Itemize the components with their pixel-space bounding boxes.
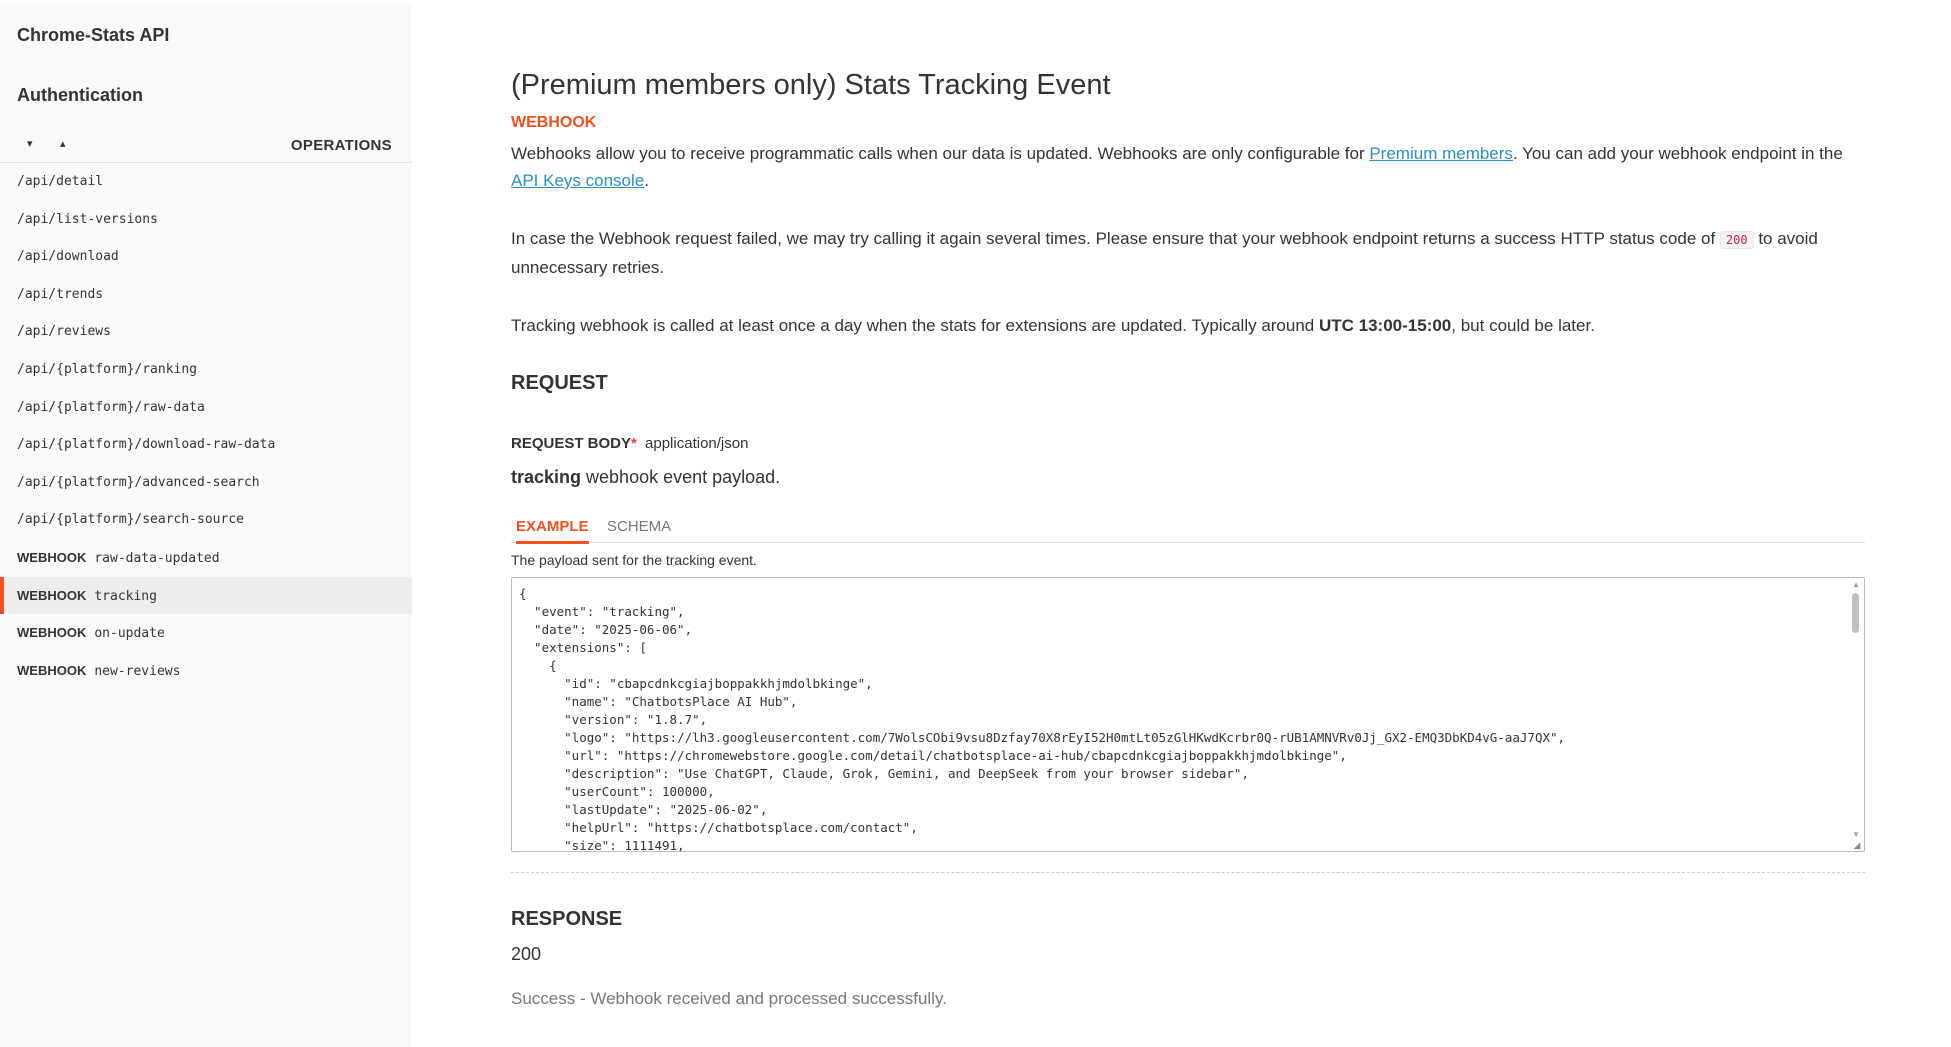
payload-event-name: tracking	[511, 467, 582, 487]
webhook-tag: WEBHOOK	[17, 587, 87, 603]
scroll-up-arrow-icon[interactable]: ▲	[1852, 580, 1860, 589]
payload-text: webhook event payload.	[581, 467, 781, 487]
scroll-down-arrow-icon[interactable]: ▼	[1852, 830, 1860, 839]
page-title: (Premium members only) Stats Tracking Event	[511, 69, 1111, 101]
schedule-text-2: , but could be later.	[1451, 316, 1595, 335]
code-line: "extensions": [	[519, 640, 647, 655]
code-scrollbar[interactable]	[1847, 578, 1864, 851]
api-keys-console-link[interactable]: API Keys console	[511, 171, 645, 190]
code-line: {	[519, 586, 527, 601]
intro-text-2: . You can add your webhook endpoint in the	[1512, 144, 1843, 163]
scroll-thumb[interactable]	[1852, 593, 1859, 633]
tab-example[interactable]: EXAMPLE	[516, 518, 589, 544]
collapse-all-icon[interactable]: ▾	[27, 138, 33, 150]
sidebar-item-api-platform-raw-data[interactable]	[0, 389, 412, 427]
intro-paragraph	[511, 140, 1866, 194]
sidebar-item-path: /api/reviews	[17, 324, 111, 340]
code-line: "date": "2025-06-06",	[519, 622, 693, 637]
required-marker: *	[631, 435, 637, 452]
sidebar-item-api-platform-download-raw-data[interactable]	[0, 426, 412, 464]
code-line: "helpUrl": "https://chatbotsplace.com/contact",	[519, 820, 918, 835]
resize-handle-icon[interactable]: ◢	[1853, 840, 1861, 850]
request-body-label: REQUEST BODY	[511, 435, 632, 452]
sidebar-item-api-trends[interactable]	[0, 276, 412, 314]
sidebar-item-api-list-versions[interactable]	[0, 201, 412, 239]
example-schema-tabs	[511, 513, 1865, 543]
sidebar-item-path: tracking	[94, 588, 157, 604]
sidebar-item-api-reviews[interactable]	[0, 313, 412, 351]
schedule-text-1: Tracking webhook is called at least once a day when the stats for extensions are updated. Typically around	[511, 316, 1319, 335]
code-line: "logo": "https://lh3.googleusercontent.com/7WolsCObi9vsu8Dzfay70X8rEyI52H0mtLt05zGlHKwdKcrbr0Q-rUB1AMNVRv0Jj_GX2-EMQ3DbKD4vG-aaJ7QX",	[519, 730, 1566, 745]
expand-all-icon[interactable]: ▴	[60, 138, 66, 150]
sidebar-item-path: /api/{platform}/ranking	[17, 361, 198, 377]
response-description: Success - Webhook received and processed successfully.	[511, 989, 947, 1008]
schedule-paragraph	[511, 312, 1866, 339]
schedule-time: UTC 13:00-15:00	[1318, 316, 1452, 335]
sidebar-item-raw-data-updated[interactable]	[0, 539, 412, 577]
sidebar	[0, 0, 412, 1047]
response-status-code: 200	[511, 944, 542, 964]
webhook-tag: WEBHOOK	[17, 625, 87, 641]
sidebar-item-path: raw-data-updated	[94, 550, 220, 566]
sidebar-item-path: /api/trends	[17, 286, 104, 302]
section-divider	[511, 872, 1865, 873]
code-line: "size": 1111491,	[519, 838, 685, 852]
retry-text-1: In case the Webhook request failed, we may try calling it again several times. Please ensure that your webhook endpoint returns a success HTTP status code of	[511, 229, 1720, 248]
retry-text-2: to avoid unnecessary retries.	[511, 229, 1818, 277]
request-section-title: REQUEST	[511, 372, 608, 394]
sidebar-item-authentication[interactable]: Authentication	[17, 85, 143, 105]
sidebar-item-new-reviews[interactable]	[0, 652, 412, 690]
sidebar-item-path: /api/{platform}/download-raw-data	[17, 437, 276, 453]
payload-description	[511, 465, 1866, 489]
intro-text-3: .	[644, 171, 649, 190]
code-line: "userCount": 100000,	[519, 784, 715, 799]
code-line: {	[519, 658, 557, 673]
example-code-textarea[interactable]	[511, 577, 1865, 852]
code-line: "id": "cbapcdnkcgiajboppakkhjmdolbkinge",	[519, 676, 873, 691]
sidebar-item-path: /api/{platform}/advanced-search	[17, 474, 260, 490]
example-code-content[interactable]	[519, 585, 1844, 852]
mime-type: application/json	[645, 435, 749, 452]
sidebar-item-path: /api/{platform}/raw-data	[17, 399, 205, 415]
operations-header	[0, 131, 412, 163]
sidebar-item-api-platform-ranking[interactable]	[0, 351, 412, 389]
code-line: "url": "https://chromewebstore.google.com/detail/chatbotsplace-ai-hub/cbapcdnkcgiajboppakkhjmdolbkinge",	[519, 748, 1347, 763]
sidebar-item-tracking[interactable]	[0, 577, 412, 615]
tab-schema[interactable]: SCHEMA	[607, 518, 672, 535]
status-code-inline: 200	[1720, 231, 1754, 249]
code-line: "version": "1.8.7",	[519, 712, 708, 727]
code-line: "lastUpdate": "2025-06-02",	[519, 802, 768, 817]
webhook-badge: WEBHOOK	[511, 114, 597, 131]
premium-members-link[interactable]: Premium members	[1369, 144, 1513, 163]
retry-paragraph	[511, 225, 1866, 281]
sidebar-item-path: on-update	[94, 626, 165, 642]
webhook-tag: WEBHOOK	[17, 549, 87, 565]
sidebar-title[interactable]: Chrome-Stats API	[17, 25, 170, 45]
sidebar-item-path: /api/download	[17, 249, 119, 265]
sidebar-item-path: /api/detail	[17, 174, 104, 189]
request-body-header	[511, 433, 1866, 455]
sidebar-item-on-update[interactable]	[0, 614, 412, 652]
code-line: "description": "Use ChatGPT, Claude, Grok, Gemini, and DeepSeek from your browser sidebar",	[519, 766, 1249, 781]
code-line: "name": "ChatbotsPlace AI Hub",	[519, 694, 798, 709]
sidebar-item-api-platform-advanced-search[interactable]	[0, 464, 412, 502]
sidebar-item-api-download[interactable]	[0, 238, 412, 276]
main-content	[412, 0, 1951, 1047]
response-section-title: RESPONSE	[511, 908, 623, 930]
sidebar-item-path: /api/{platform}/search-source	[17, 512, 244, 528]
sidebar-item-path: /api/list-versions	[17, 211, 158, 227]
sidebar-item-api-detail[interactable]	[0, 163, 412, 201]
sidebar-item-api-platform-search-source[interactable]	[0, 501, 412, 539]
example-description: The payload sent for the tracking event.	[511, 552, 757, 568]
operations-label: OPERATIONS	[290, 137, 392, 154]
intro-text-1: Webhooks allow you to receive programmatic calls when our data is updated. Webhooks are only configurable for	[511, 144, 1370, 163]
sidebar-item-path: new-reviews	[94, 663, 181, 679]
operations-list	[0, 163, 412, 689]
code-line: "event": "tracking",	[519, 604, 685, 619]
webhook-tag: WEBHOOK	[17, 662, 87, 678]
